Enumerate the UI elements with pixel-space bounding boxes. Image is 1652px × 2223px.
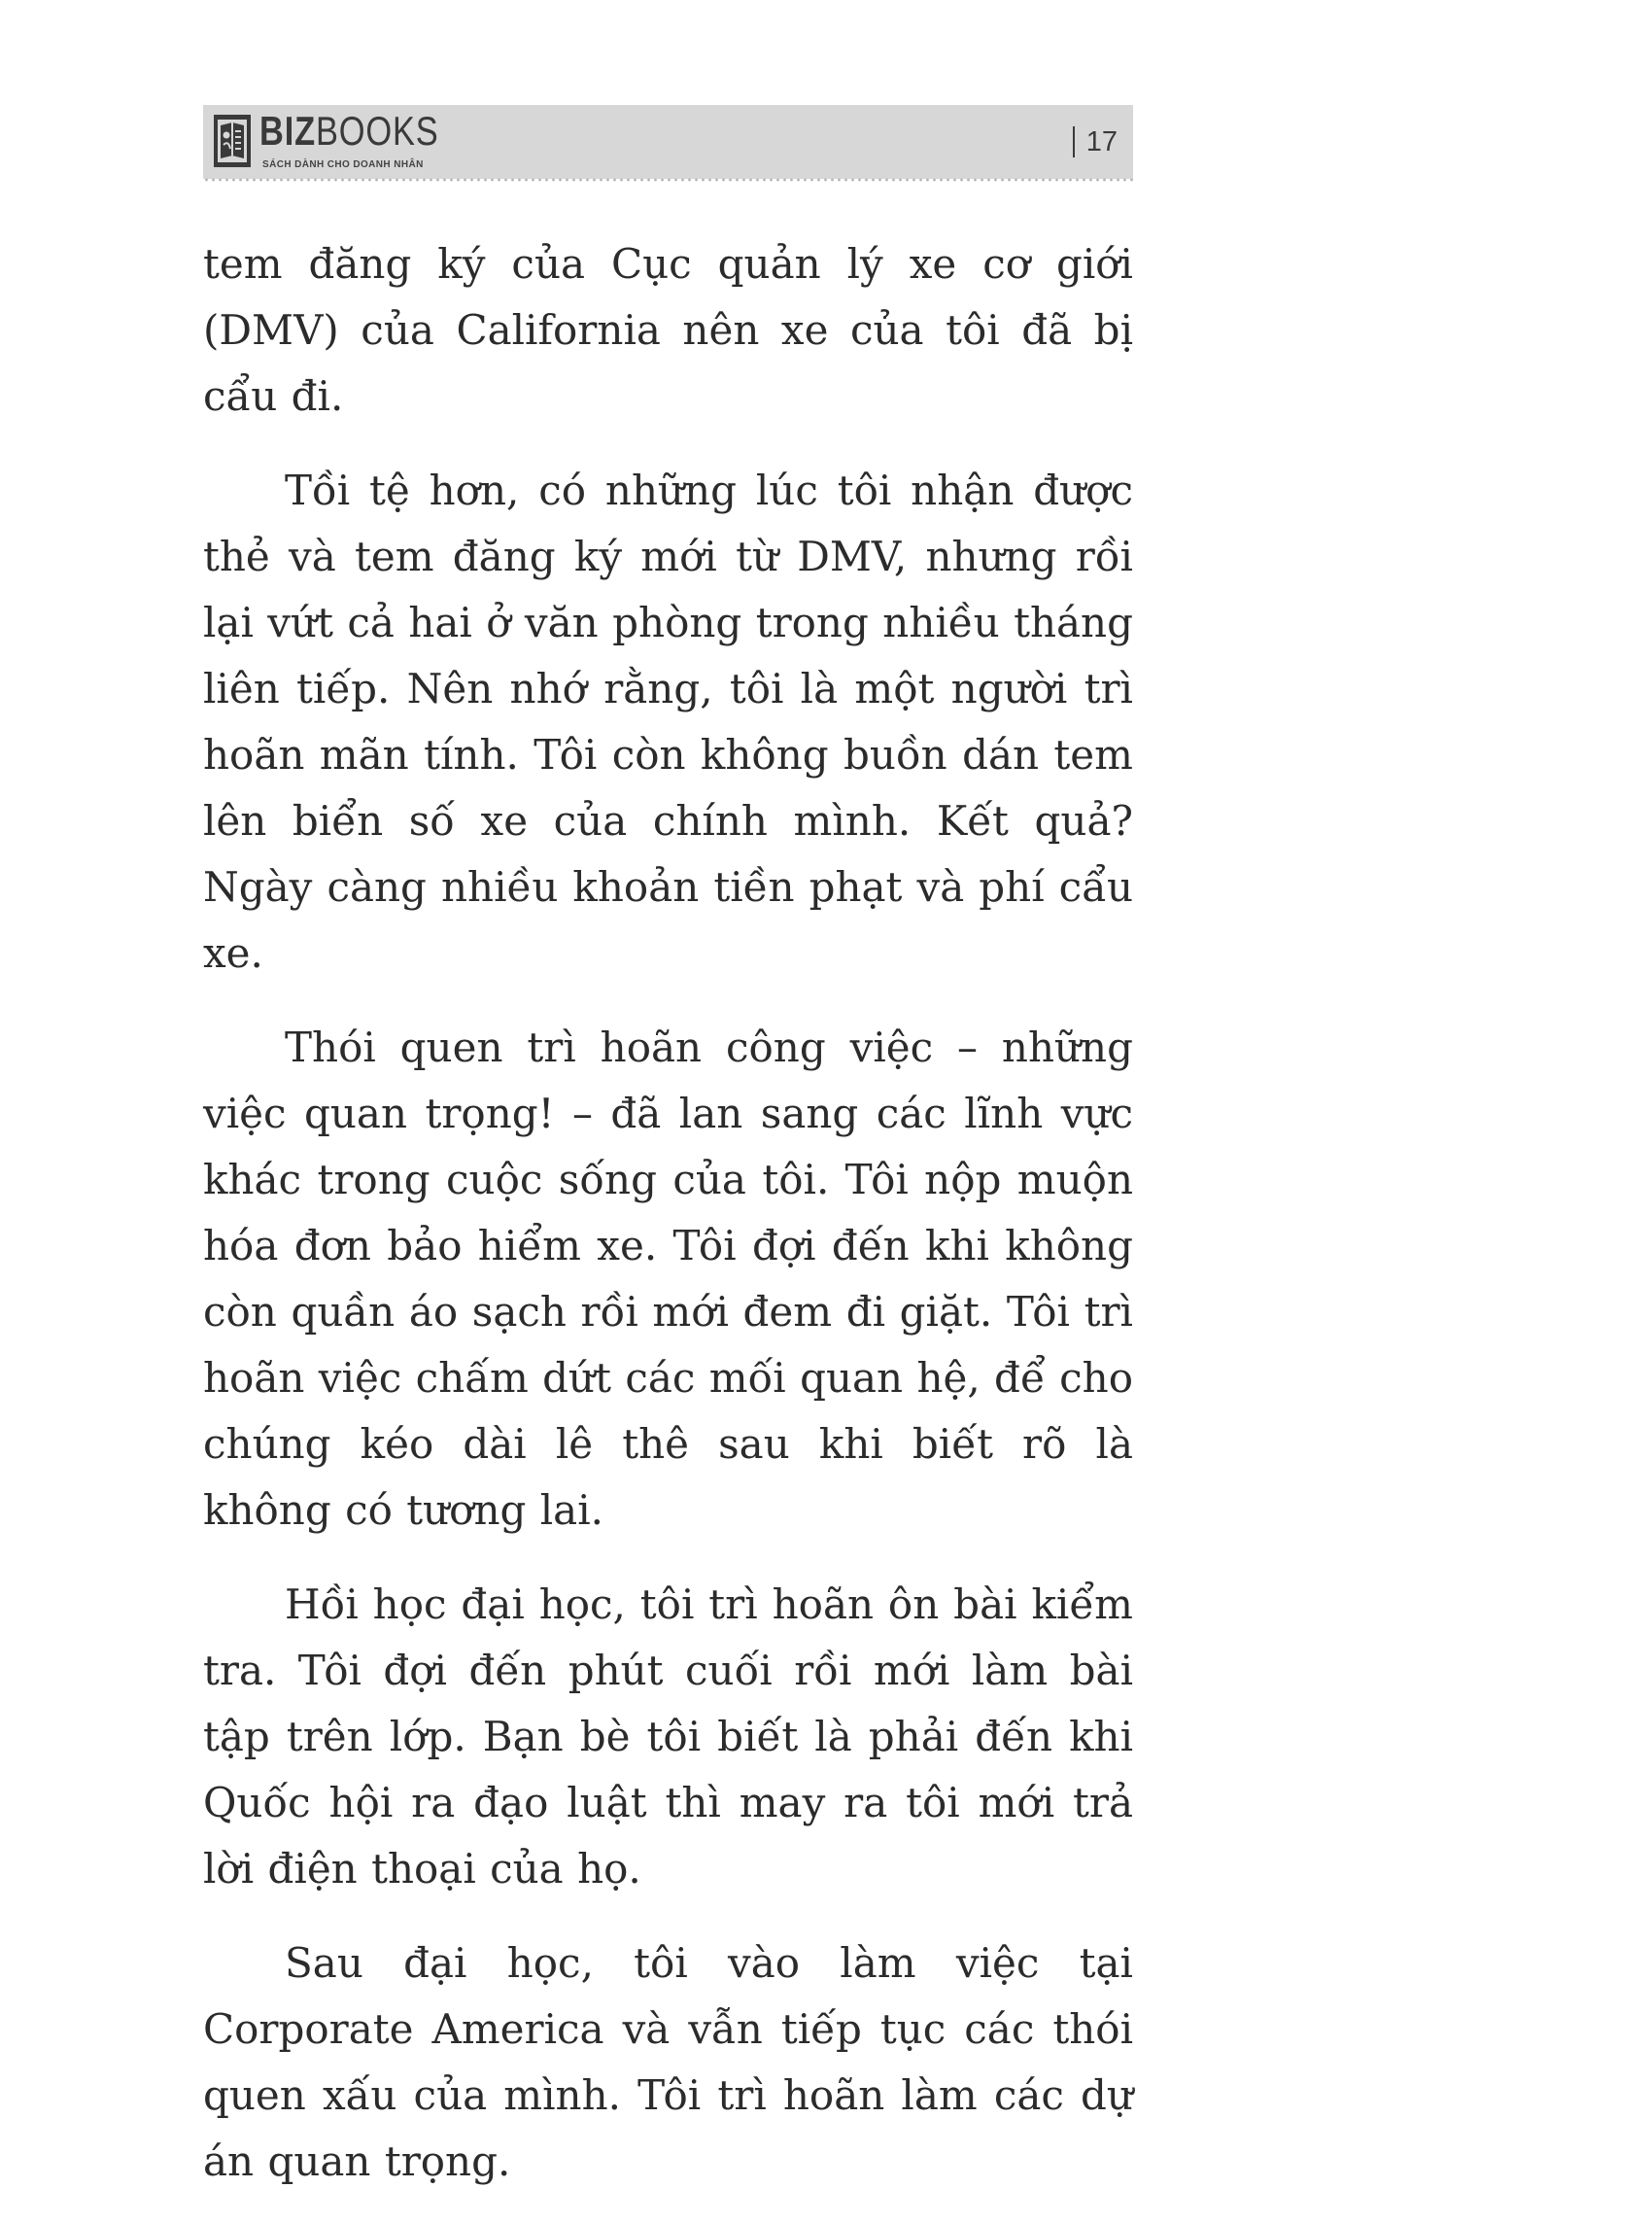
brand-name: [259, 108, 439, 154]
page-number-area: [1073, 126, 1118, 157]
paragraph-4: Hồi học đại học, tôi trì hoãn ôn bài kiểm tra. Tôi đợi đến phút cuối rồi mới làm bài tập trên lớp. Bạn bè tôi biết là phải đến khi Quốc hội ra đạo luật thì may ra tôi mới trả lời điện thoại của họ.: [203, 1580, 1133, 1893]
brand-tagline: SÁCH DÀNH CHO DOANH NHÂN: [262, 159, 424, 170]
body-text: [203, 231, 1133, 2223]
page-number: 17: [1085, 125, 1118, 157]
paragraph-2: Tồi tệ hơn, có những lúc tôi nhận được thẻ và tem đăng ký mới từ DMV, nhưng rồi lại vứt cả hai ở văn phòng trong nhiều tháng liên tiếp. Nên nhớ rằng, tôi là một người trì hoãn mãn tính. Tôi còn không buồn dán tem lên biển số xe của chính mình. Kết quả? Ngày càng nhiều khoản tiền phạt và phí cẩu xe.: [203, 467, 1133, 977]
paragraph-5: Sau đại học, tôi vào làm việc tại Corporate America và vẫn tiếp tục các thói quen xấu của mình. Tôi trì hoãn làm các dự án quan trọng.: [203, 1939, 1133, 2185]
bizbooks-logo-icon: [213, 114, 252, 168]
brand-name-bold: BIZ: [259, 108, 316, 154]
brand-name-light: BOOKS: [315, 108, 439, 154]
page-number-divider: [1073, 126, 1075, 157]
running-header: [203, 105, 1133, 179]
paragraph-3: Thói quen trì hoãn công việc – những việc quan trọng! – đã lan sang các lĩnh vực khác trong cuộc sống của tôi. Tôi nộp muộn hóa đơn bảo hiểm xe. Tôi đợi đến khi không còn quần áo sạch rồi mới đem đi giặt. Tôi trì hoãn việc chấm dứt các mối quan hệ, để cho chúng kéo dài lê thê sau khi biết rõ là không có tương lai.: [203, 1024, 1133, 1534]
paragraph-1: tem đăng ký của Cục quản lý xe cơ giới (DMV) của California nên xe của tôi đã bị cẩu đi.: [203, 240, 1133, 420]
